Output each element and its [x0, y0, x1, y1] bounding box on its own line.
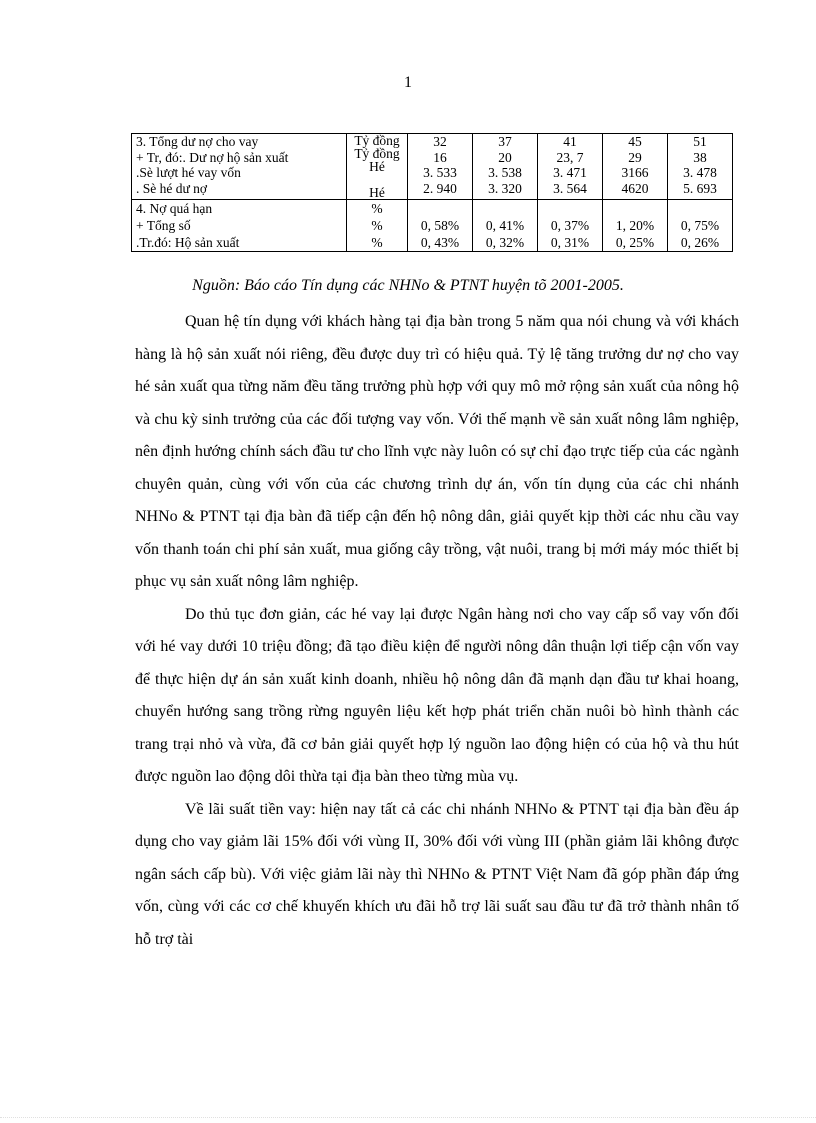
row-label: + Tổng số	[136, 218, 191, 233]
cell-value: 20	[498, 149, 512, 165]
value-cell	[668, 200, 733, 252]
cell-value: 0, 31%	[550, 235, 590, 250]
page-number: 1	[404, 74, 412, 91]
cell-value: 0, 37%	[550, 218, 590, 233]
row-label: . Sè hé dư nợ	[136, 180, 208, 196]
value-cell	[668, 134, 733, 200]
value-cell	[603, 134, 668, 200]
cell-value: 16	[433, 149, 447, 165]
paragraph: Do thủ tục đơn giản, các hé vay lại được Ngân hàng nơi cho vay cấp sổ vay vốn đối với hé vay dưới 10 triệu đồng; đã tạo điều kiện để người nông dân thuận lợi tiếp cận vốn vay để thực hiện dự án sản xuất kinh doanh, nhiều hộ nông dân đã mạnh dạn đầu tư khai hoang, chuyển hướng sang trồng rừng nguyên liệu kết hợp phát triển chăn nuôi bò hình thành các trang trại nhỏ và vừa, đã cơ bản giải quyết hợp lý nguồn lao động hiện có của hộ và thu hút được nguồn lao động dôi thừa tại địa bàn theo từng mùa vụ.	[135, 605, 739, 785]
table-row	[132, 200, 733, 252]
cell-value: 51	[693, 134, 707, 149]
cell-value: 3. 320	[488, 180, 522, 196]
unit-label: %	[371, 218, 383, 233]
cell-value: 23, 7	[556, 149, 584, 165]
cell-value: 0, 43%	[420, 235, 460, 250]
value-cell	[538, 200, 603, 252]
value-cell	[538, 134, 603, 200]
cell-value: 3. 533	[423, 165, 457, 180]
cell-value: 3166	[621, 165, 649, 180]
cell-value: 0, 75%	[680, 218, 720, 233]
cell-value: 3. 538	[488, 165, 522, 180]
row-label: 3. Tổng dư nợ cho vay	[136, 134, 259, 149]
cell-value: 37	[498, 134, 512, 149]
cell-value: 45	[628, 134, 642, 149]
unit-label: Hé	[369, 185, 385, 200]
paragraph: Về lãi suất tiền vay: hiện nay tất cả các chi nhánh NHNo & PTNT tại địa bàn đều áp dụng cho vay giảm lãi 15% đối với vùng II, 30% đối với vùng III (phần giảm lãi không được ngân sách cấp bù). Với việc giảm lãi này thì NHNo & PTNT Việt Nam đã góp phần đáp ứng vốn, cùng với các cơ chế khuyến khích ưu đãi hỗ trợ lãi suất sau đầu tư đã trở thành nhân tố hỗ trợ tài	[135, 800, 739, 948]
cell-value: 4620	[621, 180, 649, 196]
cell-value: 38	[693, 149, 707, 165]
row-label: .Sè lượt hé vay vốn	[136, 165, 241, 180]
row-labels-cell	[132, 134, 347, 200]
cell-value: 3. 471	[553, 165, 587, 180]
cell-value: 3. 564	[553, 180, 587, 196]
row-label: + Tr, đó:. Dư nợ hộ sản xuất	[136, 149, 289, 165]
cell-value: 5. 693	[683, 180, 717, 196]
cell-value: 0, 58%	[420, 218, 460, 233]
table-row	[132, 134, 733, 200]
value-cell	[603, 200, 668, 252]
credit-statistics-table	[131, 133, 733, 252]
cell-value: 0, 41%	[485, 218, 525, 233]
unit-cell	[347, 134, 408, 200]
value-cell	[473, 134, 538, 200]
row-labels-cell	[132, 200, 347, 252]
cell-value: 29	[628, 149, 642, 165]
cell-value: 0, 25%	[615, 235, 655, 250]
paragraph: Quan hệ tín dụng với khách hàng tại địa bàn trong 5 năm qua nói chung và với khách hàng là hộ sản xuất nói riêng, đều được duy trì có hiệu quả. Tỷ lệ tăng trưởng dư nợ cho vay hé sản xuất qua từng năm đều tăng trưởng phù hợp với quy mô mở rộng sản xuất của nông hộ và chu kỳ sinh trưởng của các đối tượng vay vốn. Với thế mạnh về sản xuất nông lâm nghiệp, nên định hướng chính sách đầu tư cho lĩnh vực này luôn có sự chỉ đạo trực tiếp của các ngành chuyên quản, cùng với vốn của các chương trình dự án, vốn tín dụng của các chi nhánh NHNo & PTNT tại địa bàn đã tiếp cận đến hộ nông dân, giải quyết kịp thời các nhu cầu vay vốn thanh toán chi phí sản xuất, mua giống cây trồng, vật nuôi, trang bị mới máy móc thiết bị phục vụ sản xuất nông lâm nghiệp.	[135, 313, 739, 590]
table-source-note: Nguồn: Báo cáo Tín dụng các NHNo & PTNT huyện tõ 2001-2005.	[192, 277, 624, 294]
cell-value: 0, 32%	[485, 235, 525, 250]
cell-value: 2. 940	[423, 180, 457, 196]
cell-value: 1, 20%	[615, 218, 655, 233]
value-cell	[473, 200, 538, 252]
cell-value: 3. 478	[683, 165, 717, 180]
row-label: .Tr.đó: Hộ sản xuất	[136, 235, 240, 250]
unit-label: %	[371, 201, 383, 216]
unit-label: %	[371, 235, 383, 250]
unit-label: Hé	[369, 159, 385, 174]
unit-label: Tỷ đồng	[354, 133, 400, 148]
value-cell	[408, 134, 473, 200]
cell-value: 0, 26%	[680, 235, 720, 250]
value-cell	[408, 200, 473, 252]
row-label: 4. Nợ quá hạn	[136, 201, 213, 216]
body-text	[135, 306, 739, 956]
cell-value: 32	[433, 134, 447, 149]
cell-value: 41	[563, 134, 577, 149]
unit-label: Tỷ đồng	[354, 146, 400, 161]
unit-cell	[347, 200, 408, 252]
page-bottom-rule	[0, 1117, 816, 1118]
